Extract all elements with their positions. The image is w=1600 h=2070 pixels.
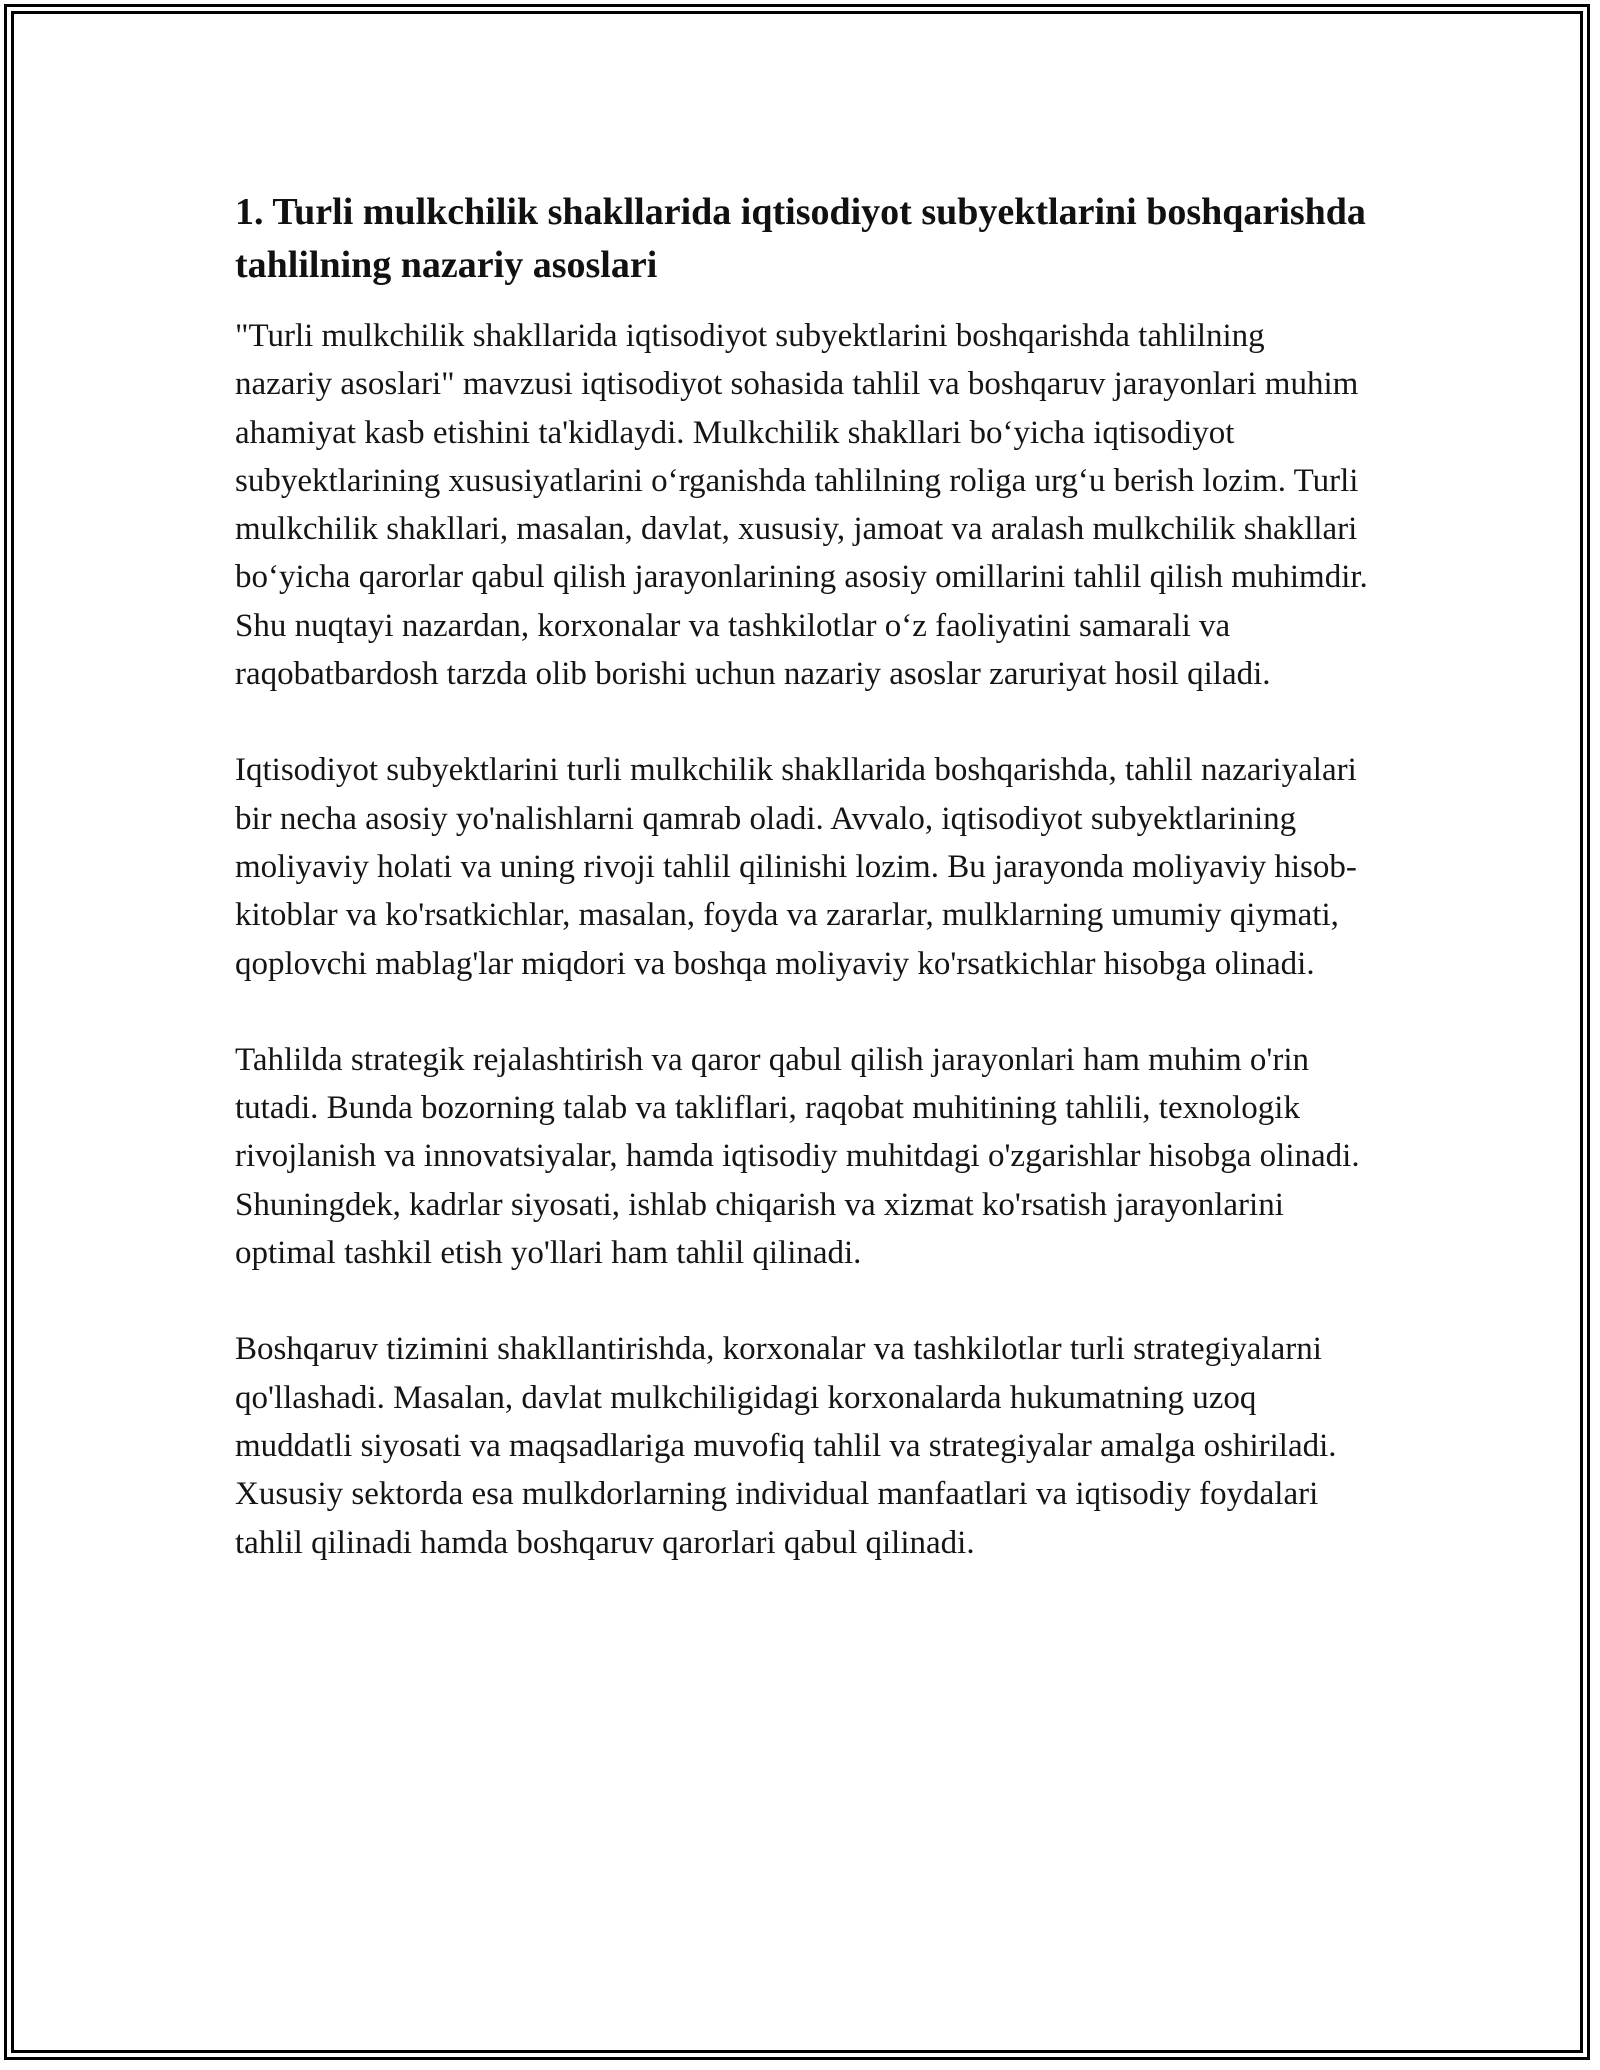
paragraph-4: Boshqaruv tizimini shakllantirishda, korxonalar va tashkilotlar turli strategiyalarni qo'llashadi. Masalan, davlat mulkchiligidagi korxonalarda hukumatning uzoq muddatli siyosati va maqsadlariga muvofiq tahlil va strategiyalar amalga oshiriladi. Xususiy sektorda esa mulkdorlarning individual manfaatlari va iqtisodiy foydalari tahlil qilinadi hamda boshqaruv qarorlari qabul qilinadi. [235, 1331, 1337, 1561]
document-body [235, 186, 1370, 1615]
paragraph-3: Tahlilda strategik rejalashtirish va qaror qabul qilish jarayonlari ham muhim o'rin tutadi. Bunda bozorning talab va takliflari, raqobat muhitining tahlili, texnologik rivojlanish va innovatsiyalar, hamda iqtisodiy muhitdagi o'zgarishlar hisobga olinadi. Shuningdek, kadrlar siyosati, ishlab chiqarish va xizmat ko'rsatish jarayonlarini optimal tashkil etish yo'llari ham tahlil qilinadi. [235, 1041, 1360, 1272]
paragraph-1: "Turli mulkchilik shakllarida iqtisodiyot subyektlarini boshqarishda tahlilning nazariy asoslari" mavzusi iqtisodiyot sohasida tahlil va boshqaruv jarayonlari muhim ahamiyat kasb etishini ta'kidlaydi. Mulkchilik shakllari bo‘yicha iqtisodiyot subyektlarining xususiyatlarini o‘rganishda tahlilning roliga urg‘u berish lozim. Turli mulkchilik shakllari, masalan, davlat, xususiy, jamoat va aralash mulkchilik shakllari bo‘yicha qarorlar qabul qilish jarayonlarining asosiy omillarini tahlil qilish muhimdir. Shu nuqtayi nazardan, korxonalar va tashkilotlar o‘z faoliyatini samarali va raqobatbardosh tarzda olib borishi uchun nazariy asoslar zaruriyat hosil qiladi. [235, 318, 1368, 693]
paragraph-2: Iqtisodiyot subyektlarini turli mulkchilik shakllarida boshqarishda, tahlil nazariyalari bir necha asosiy yo'nalishlarni qamrab oladi. Avvalo, iqtisodiyot subyektlarining moliyaviy holati va uning rivoji tahlil qilinishi lozim. Bu jarayonda moliyaviy hisob-kitoblar va ko'rsatkichlar, masalan, foyda va zararlar, mulklarning umumiy qiymati, qoplovchi mablag'lar miqdori va boshqa moliyaviy ko'rsatkichlar hisobga olinadi. [235, 752, 1357, 982]
section-heading: 1. Turli mulkchilik shakllarida iqtisodiyot subyektlarini boshqarishda tahlilning nazariy asoslari [235, 191, 1366, 286]
